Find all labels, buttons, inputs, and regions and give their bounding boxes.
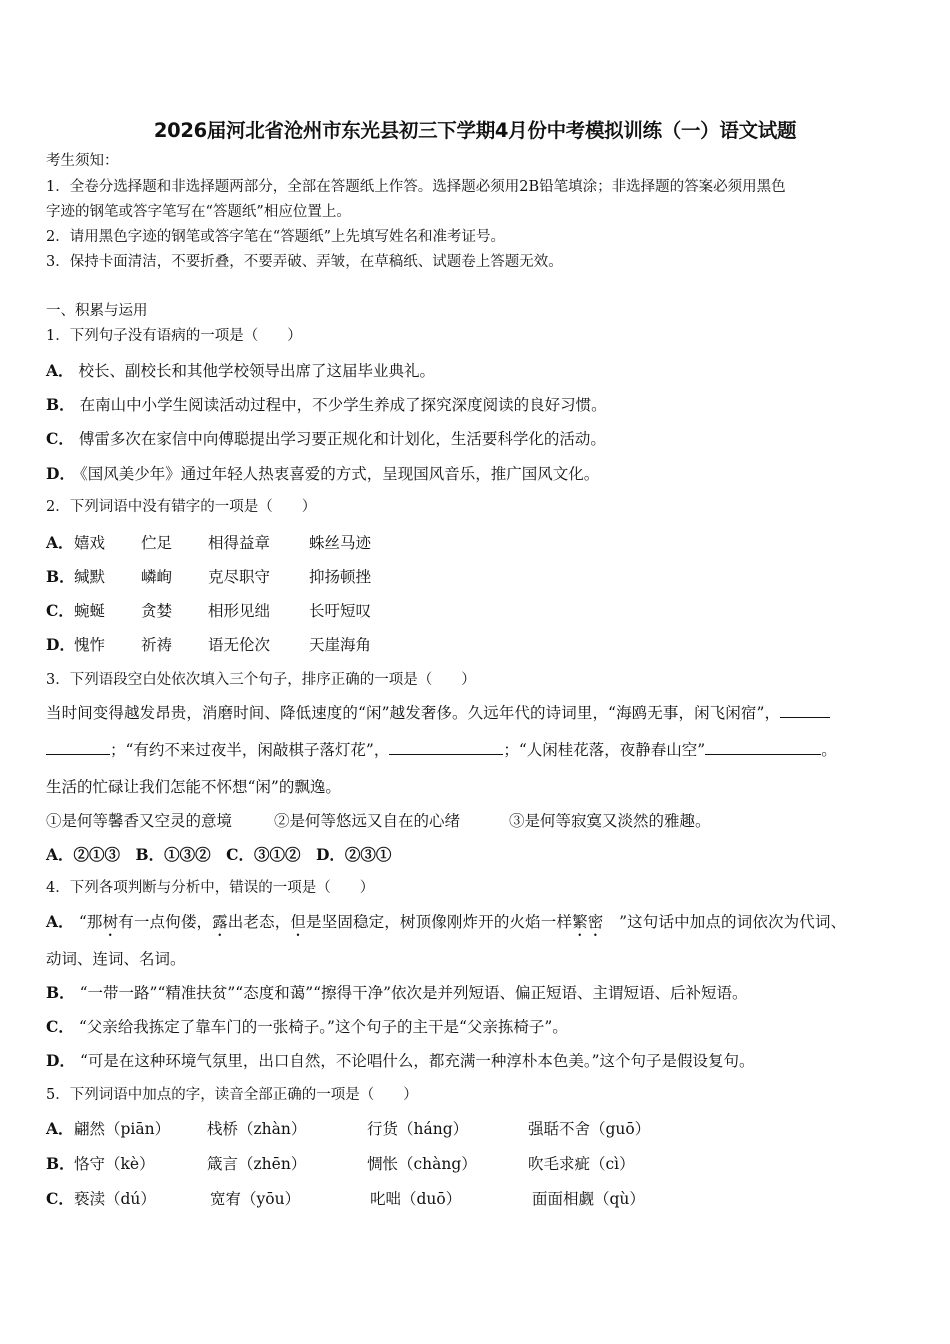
question-1-stem: 1．下列句子没有语病的一项是（ ） [46,328,302,344]
q5-item: 吹毛求疵（cì） [528,1155,635,1173]
q2-word: 嶙峋 [141,568,173,586]
q5-row-b-key: B． [46,1154,75,1173]
question-2-stem: 2．下列词语中没有错字的一项是（ ） [46,499,317,515]
notice-heading: 考生须知： [46,153,119,169]
q2-word: 天崖海角 [309,636,372,654]
q5-item: 翩然（piān） [74,1120,171,1138]
q4-option-d: D． “可是在这种环境气氛里，出口自然，不论唱什么，都充满一种淳朴本色美。”这个句子是假设复句。 [46,1051,755,1070]
q2-word: 伫足 [141,534,173,552]
q2-option-d-key: D． [46,635,75,654]
exam-title: 2026届河北省沧州市东光县初三下学期4月份中考模拟训练（一）语文试题 [153,119,797,142]
q3-choice: ②是何等悠远又自在的心绪 [274,812,461,830]
q5-row-c-key: C． [46,1189,74,1208]
q3-blank-1 [780,703,830,718]
q2-word: 贪婪 [141,602,173,620]
q4-option-a-cont: 动词、连词、名词。 [46,950,186,968]
q2-option-c-key: C． [46,601,74,620]
notice-line: 3．保持卡面清洁，不要折叠，不要弄破、弄皱，在草稿纸、试题卷上答题无效。 [46,254,563,270]
q5-item: 行货（háng） [367,1120,469,1138]
q5-item: 箴言（zhēn） [207,1155,307,1173]
q2-word: 长吁短叹 [309,602,372,620]
q5-item: 惆怅（chàng） [367,1155,477,1173]
q5-item: 栈桥（zhàn） [207,1120,307,1138]
q3-blank-3 [705,740,821,755]
q4-option-b: B． “一带一路”“精准扶贫”“态度和蔼”“擦得干净”依次是并列短语、偏正短语、主谓短语、后补短语。 [46,983,748,1002]
q2-word: 嬉戏 [74,534,106,552]
q2-option-a-key: A． [46,533,74,552]
q3-passage-line-3: 生活的忙碌让我们怎能不怀想“闲”的飘逸。 [46,778,341,796]
q5-item: 叱咄（duō） [370,1190,462,1208]
q5-item: 强聒不舍（guō） [528,1120,651,1138]
question-4-stem: 4．下列各项判断与分析中，错误的一项是（ ） [46,880,375,896]
q2-word: 蜿蜒 [74,602,106,620]
q2-word: 相形见绌 [208,602,271,620]
q5-item: 宽宥（yōu） [210,1190,301,1208]
q1-option-d: D． 《国风美少年》通过年轻人热衷喜爱的方式，呈现国风音乐，推广国风文化。 [46,464,600,483]
q2-word: 缄默 [74,568,106,586]
q2-word: 蛛丝马迹 [309,534,372,552]
q2-word: 愧怍 [74,636,106,654]
q2-word: 语无伦次 [208,636,271,654]
q2-word: 克尽职守 [208,568,271,586]
q3-answer-options: A．②①③ B．①③② C．③①② D．②③① [46,845,392,864]
q1-option-b: B． 在南山中小学生阅读活动过程中，不少学生养成了探究深度阅读的良好习惯。 [46,395,607,414]
notice-line: 字迹的钢笔或答字笔写在“答题纸”相应位置上。 [46,204,351,220]
q5-row-a-key: A． [46,1119,74,1138]
q5-item: 面面相觑（qù） [532,1190,645,1208]
q3-choice: ①是何等馨香又空灵的意境 [46,812,233,830]
q5-item: 恪守（kè） [74,1155,155,1173]
section-heading: 一、积累与运用 [46,303,148,319]
q1-option-a: A． 校长、副校长和其他学校领导出席了这届毕业典礼。 [46,361,436,380]
question-5-stem: 5．下列词语中加点的字，读音全部正确的一项是（ ） [46,1087,418,1103]
q1-option-c: C． 傅雷多次在家信中向傅聪提出学习要正规化和计划化，生活要科学化的活动。 [46,429,606,448]
q2-word: 祈祷 [141,636,173,654]
notice-line: 1．全卷分选择题和非选择题两部分，全部在答题纸上作答。选择题必须用2B铅笔填涂；非选择题的答案必须用黑色 [46,179,786,195]
q4-option-c: C． “父亲给我拣定了靠车门的一张椅子。”这个句子的主干是“父亲拣椅子”。 [46,1017,568,1036]
q3-blank-2 [389,740,503,755]
q4-option-a: A． “那树有一点佝偻，露出老态，但是坚固稳定，树顶像刚炸开的火焰一样繁密 ”这句话中加点的词依次为代词、 [46,912,847,931]
q3-blank-1-cont [46,740,110,755]
q3-passage-line-1: 当时间变得越发昂贵，消磨时间、降低速度的“闲”越发奢侈。久远年代的诗词里，“海鸥无事，闲飞闲宿”， [46,703,830,723]
q3-choice: ③是何等寂寞又淡然的雅趣。 [509,812,711,830]
q2-word: 抑扬顿挫 [309,568,372,586]
q5-item: 亵渎（dú） [74,1190,156,1208]
notice-line: 2．请用黑色字迹的钢笔或答字笔在“答题纸”上先填写姓名和准考证号。 [46,229,506,245]
question-3-stem: 3．下列语段空白处依次填入三个句子，排序正确的一项是（ ） [46,672,476,688]
q2-word: 相得益章 [208,534,271,552]
q3-passage-line-2: ；“有约不来过夜半，闲敲棋子落灯花”， ；“人闲桂花落，夜静春山空” 。 [46,740,837,760]
q2-option-b-key: B． [46,567,75,586]
